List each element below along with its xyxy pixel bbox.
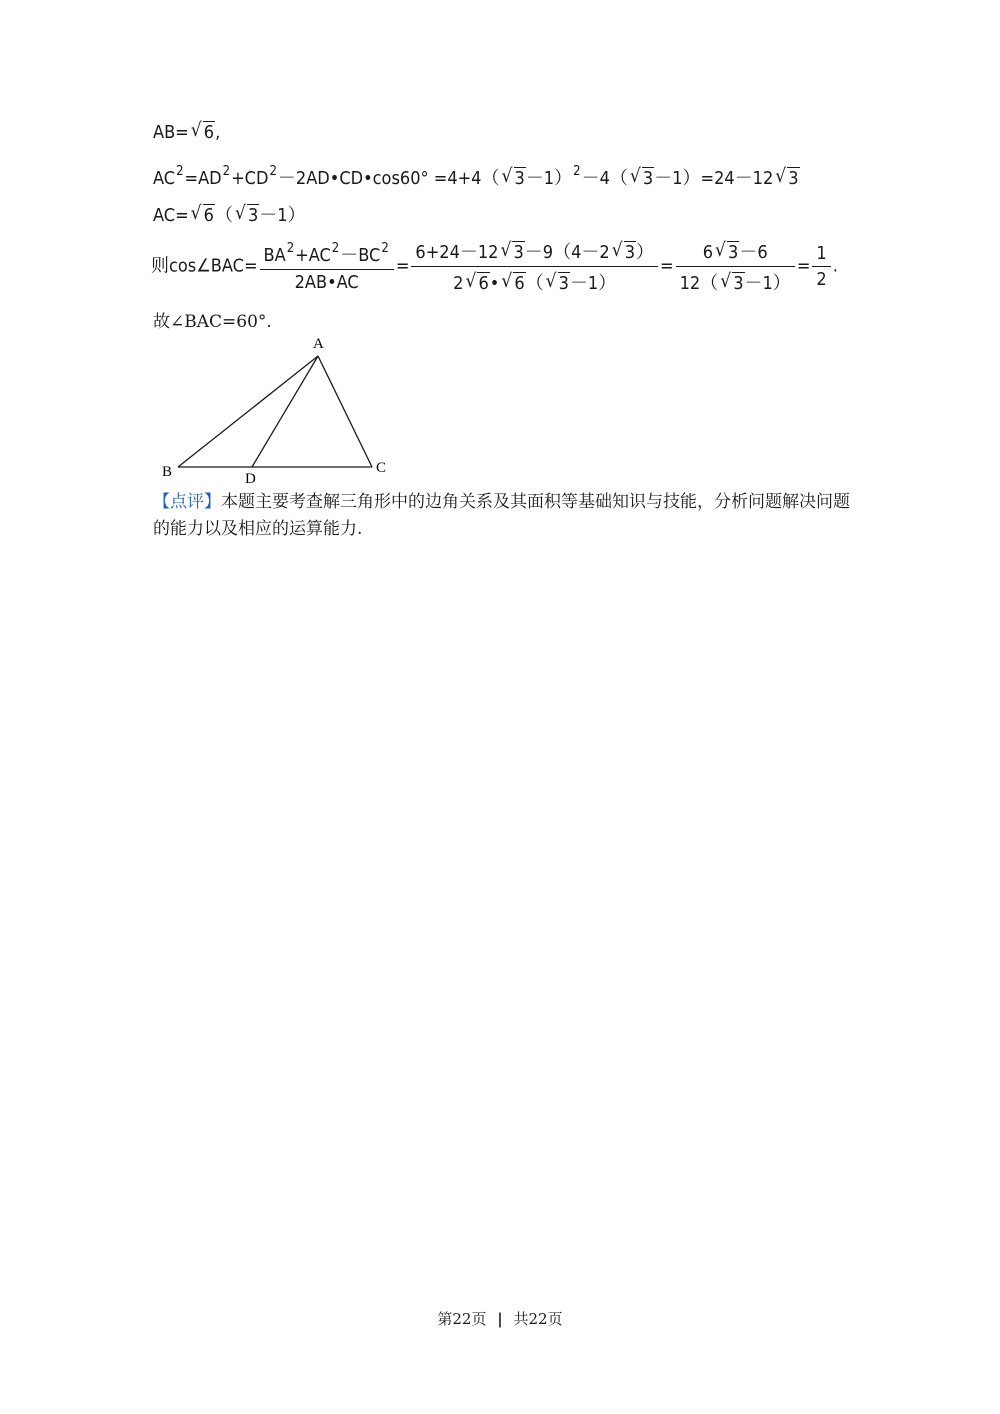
sqrt-3: √ 3 xyxy=(629,165,654,189)
sqrt-6: √ 6 xyxy=(190,119,215,143)
open-paren: （ xyxy=(214,205,233,226)
ad-text: =AD xyxy=(184,168,222,189)
cos-text: cos∠BAC= xyxy=(169,255,258,277)
sqrt-3: √ 3 xyxy=(545,270,569,294)
vertex-c-label: C xyxy=(376,460,387,476)
exponent: 2 xyxy=(222,164,231,179)
radicand: 3 xyxy=(247,205,259,226)
exponent: 2 xyxy=(331,240,340,256)
bc-text: －BC xyxy=(340,244,381,266)
sqrt-6: √ 6 xyxy=(190,202,214,226)
sqrt-3: √ 3 xyxy=(611,239,635,263)
ac-text: AC xyxy=(153,168,176,189)
side-ab xyxy=(178,356,318,467)
sqrt-3: √ 3 xyxy=(775,165,799,189)
exponent: 2 xyxy=(381,240,389,256)
cd-text: +CD xyxy=(231,168,269,189)
sqrt-3: √ 3 xyxy=(715,239,739,263)
ac-squared-equation xyxy=(153,164,800,190)
equals: = xyxy=(660,255,674,277)
open-paren: （ xyxy=(525,273,544,294)
minus-one: －1） xyxy=(744,273,791,294)
footer-separator: | xyxy=(497,1310,503,1328)
radicand: 6 xyxy=(203,122,215,143)
radicand: 3 xyxy=(733,273,744,294)
dot: • xyxy=(489,273,500,294)
radicand: 6 xyxy=(203,205,214,226)
denominator: 2AB•AC xyxy=(294,271,359,293)
sqrt-6: √ 6 xyxy=(501,270,525,294)
radicand: 6 xyxy=(478,273,489,294)
segment-ad xyxy=(252,356,318,467)
radicand: 3 xyxy=(728,242,739,263)
numerator-part: 6 xyxy=(702,242,714,263)
close-paren: ） xyxy=(636,242,654,263)
result-text: =24－12 xyxy=(700,168,774,189)
radicand: 3 xyxy=(558,273,569,294)
triangle-figure xyxy=(150,330,400,490)
fraction-substituted xyxy=(411,238,658,295)
fraction-simplified xyxy=(676,238,795,295)
ba-text: BA xyxy=(263,244,286,266)
numerator-part: －9（4－2 xyxy=(524,242,610,263)
equals: = xyxy=(796,255,811,277)
cos-equation xyxy=(151,238,838,295)
minus-one: －1） xyxy=(654,168,701,189)
exponent: 2 xyxy=(286,240,295,256)
equals: = xyxy=(395,255,410,277)
fraction-one-half xyxy=(812,243,830,290)
radicand: 3 xyxy=(513,242,524,263)
vertex-b-label: B xyxy=(162,464,173,480)
side-ac xyxy=(318,356,372,467)
exponent: 2 xyxy=(573,164,581,179)
minus-one: －1） xyxy=(525,168,573,189)
minus-four: －4（ xyxy=(581,168,628,189)
sqrt-6: √ 6 xyxy=(465,270,489,294)
ab-equation xyxy=(153,119,221,143)
page-total: 共22页 xyxy=(513,1310,563,1328)
radicand: 3 xyxy=(788,168,799,189)
denominator-part: 12（ xyxy=(679,273,719,294)
point-d-label: D xyxy=(245,471,256,487)
comment-tag: 【点评】 xyxy=(153,492,221,512)
sqrt-3: √ 3 xyxy=(234,202,259,226)
ac-text: AC= xyxy=(153,205,189,226)
radicand: 3 xyxy=(642,168,654,189)
exponent: 2 xyxy=(176,164,184,179)
minus-one: －1） xyxy=(569,273,617,294)
fraction-law-of-cosines xyxy=(260,241,394,293)
ac-text: +AC xyxy=(295,244,331,266)
radicand: 3 xyxy=(514,168,525,189)
then-text: 则 xyxy=(151,255,169,277)
denominator: 2 xyxy=(816,269,827,290)
exponent: 2 xyxy=(269,164,277,179)
sqrt-3: √ 3 xyxy=(501,165,525,189)
numerator-part: 6+24－12 xyxy=(415,242,499,263)
sqrt-3: √ 3 xyxy=(720,270,744,294)
radicand: 6 xyxy=(514,273,525,294)
denominator-part: 2 xyxy=(453,273,464,294)
period: . xyxy=(832,255,838,277)
cos-expansion-text: －2AD•CD•cos60° =4+4（ xyxy=(277,168,500,189)
numerator: 1 xyxy=(812,243,830,267)
page-number: 第22页 xyxy=(437,1310,487,1328)
ab-text: AB= xyxy=(153,122,189,143)
radicand: 3 xyxy=(624,242,635,263)
minus-one: －1） xyxy=(259,205,306,226)
comma: , xyxy=(215,122,221,143)
ac-equation xyxy=(153,201,306,227)
comment-paragraph xyxy=(153,489,853,543)
comment-text: 本题主要考查解三角形中的边角关系及其面积等基础知识与技能，分析问题解决问题的能力以及相应的运算能力. xyxy=(153,492,850,539)
vertex-a-label: A xyxy=(313,336,324,352)
angle-conclusion: 故∠BAC=60°. xyxy=(153,312,272,332)
page-footer xyxy=(0,1308,1000,1329)
numerator-part: －6 xyxy=(739,242,768,263)
sqrt-3: √ 3 xyxy=(500,239,524,263)
